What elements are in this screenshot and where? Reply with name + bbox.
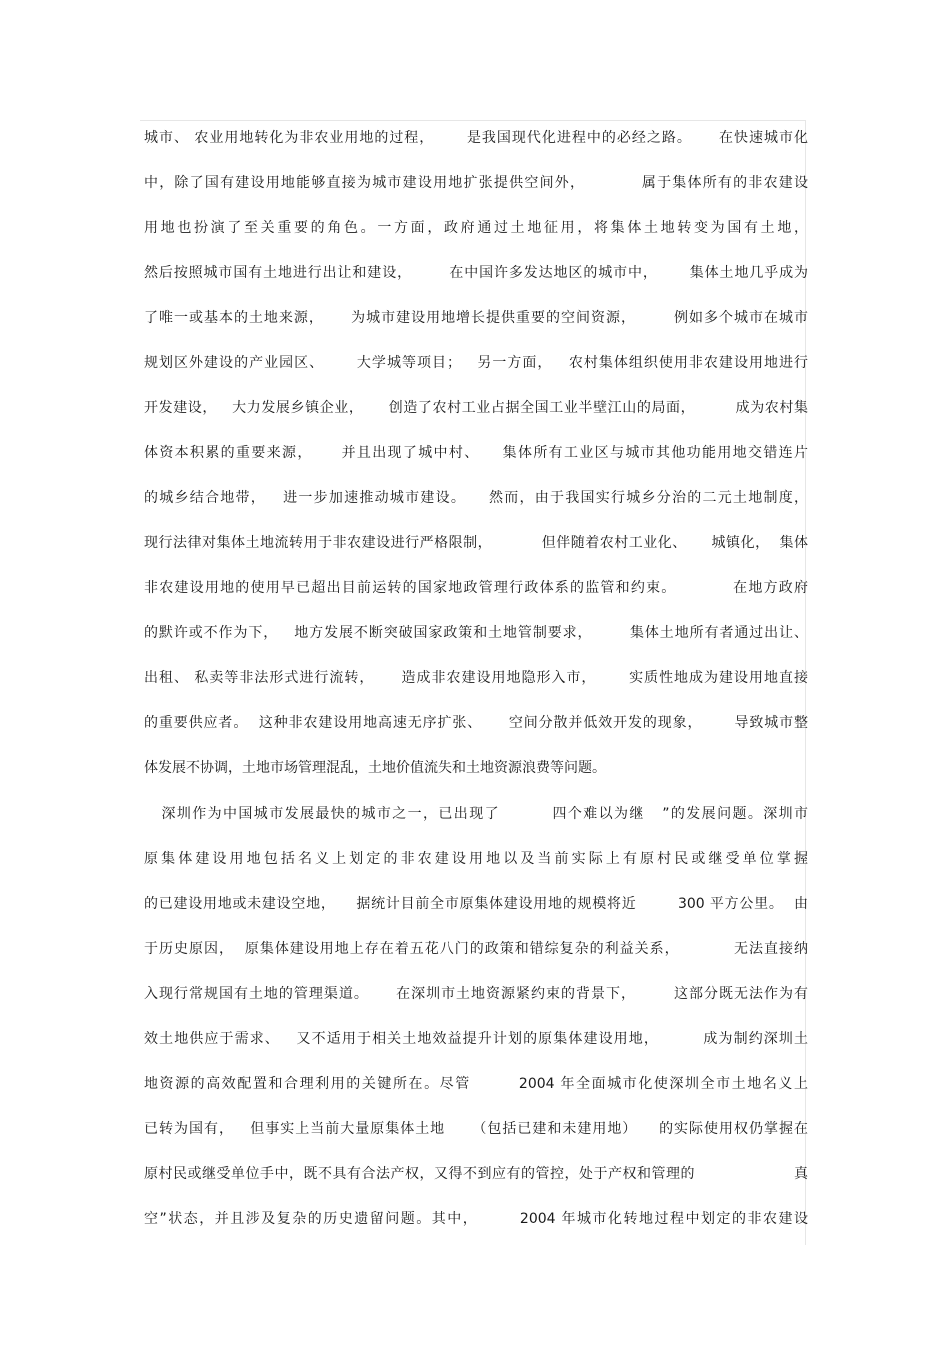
document-body [144, 120, 808, 1246]
text-line: 体发展不协调，土地市场管理混乱，土地价值流失和土地资源浪费等问题。 [144, 760, 606, 776]
text-line: 深圳作为中国城市发展最快的城市之一，已出现了 四个难以为继 ”的发展问题。深圳市 [144, 806, 808, 822]
text-line: 原村民或继受单位手中，既不具有合法产权，又得不到应有的管控，处于产权和管理的 真 [144, 1166, 808, 1182]
text-line: 用地也扮演了至关重要的角色。一方面，政府通过土地征用，将集体土地转变为国有土地， [144, 220, 808, 236]
text-line: 体资本积累的重要来源， 并且出现了城中村、 集体所有工业区与城市其他功能用地交错连片 [144, 445, 808, 461]
text-line: 非农建设用地的使用早已超出目前运转的国家地政管理行政体系的监管和约束。 在地方政府 [144, 580, 808, 596]
text-line: 的城乡结合地带， 进一步加速推动城市建设。 然而，由于我国实行城乡分治的二元土地制度， [144, 490, 808, 506]
text-line: 城市、 农业用地转化为非农业用地的过程， 是我国现代化进程中的必经之路。 在快速城市化 [144, 130, 808, 146]
text-line: 已转为国有， 但事实上当前大量原集体土地 （包括已建和未建用地） 的实际使用权仍掌握在 [144, 1121, 808, 1137]
text-line: 了唯一或基本的土地来源， 为城市建设用地增长提供重要的空间资源， 例如多个城市在城市 [144, 310, 808, 326]
text-line: 原集体建设用地包括名义上划定的非农建设用地以及当前实际上有原村民或继受单位掌握 [144, 851, 808, 867]
text-line: 现行法律对集体土地流转用于非农建设进行严格限制， 但伴随着农村工业化、 城镇化， 集体 [144, 535, 808, 551]
text-line: 入现行常规国有土地的管理渠道。 在深圳市土地资源紧约束的背景下， 这部分既无法作为有 [144, 986, 808, 1002]
text-line: 中，除了国有建设用地能够直接为城市建设用地扩张提供空间外， 属于集体所有的非农建设 [144, 175, 808, 191]
text-line: 地资源的高效配置和合理利用的关键所在。尽管 2004 年全面城市化使深圳全市土地名义上 [144, 1076, 808, 1092]
text-line: 的已建设用地或未建设空地， 据统计目前全市原集体建设用地的规模将近 300 平方公里。 由 [144, 896, 808, 912]
text-line: 效土地供应于需求、 又不适用于相关土地效益提升计划的原集体建设用地， 成为制约深圳土 [144, 1031, 808, 1047]
text-line: 出租、 私卖等非法形式进行流转， 造成非农建设用地隐形入市， 实质性地成为建设用地直接 [144, 670, 808, 686]
text-line: 的重要供应者。 这种非农建设用地高速无序扩张、 空间分散并低效开发的现象， 导致城市整 [144, 715, 808, 731]
text-line: 的默许或不作为下， 地方发展不断突破国家政策和土地管制要求， 集体土地所有者通过出让、 [144, 625, 808, 641]
text-line: 于历史原因， 原集体建设用地上存在着五花八门的政策和错综复杂的利益关系， 无法直接纳 [144, 941, 808, 957]
text-line: 开发建设， 大力发展乡镇企业， 创造了农村工业占据全国工业半壁江山的局面， 成为农村集 [144, 400, 808, 416]
text-line: 规划区外建设的产业园区、 大学城等项目； 另一方面， 农村集体组织使用非农建设用地进行 [144, 355, 808, 371]
text-line: 空”状态，并且涉及复杂的历史遗留问题。其中， 2004 年城市化转地过程中划定的非农建设 [144, 1211, 808, 1227]
paragraph-2 [144, 796, 808, 1246]
text-line: 然后按照城市国有土地进行出让和建设， 在中国许多发达地区的城市中， 集体土地几乎成为 [144, 265, 808, 281]
paragraph-1 [144, 120, 808, 795]
